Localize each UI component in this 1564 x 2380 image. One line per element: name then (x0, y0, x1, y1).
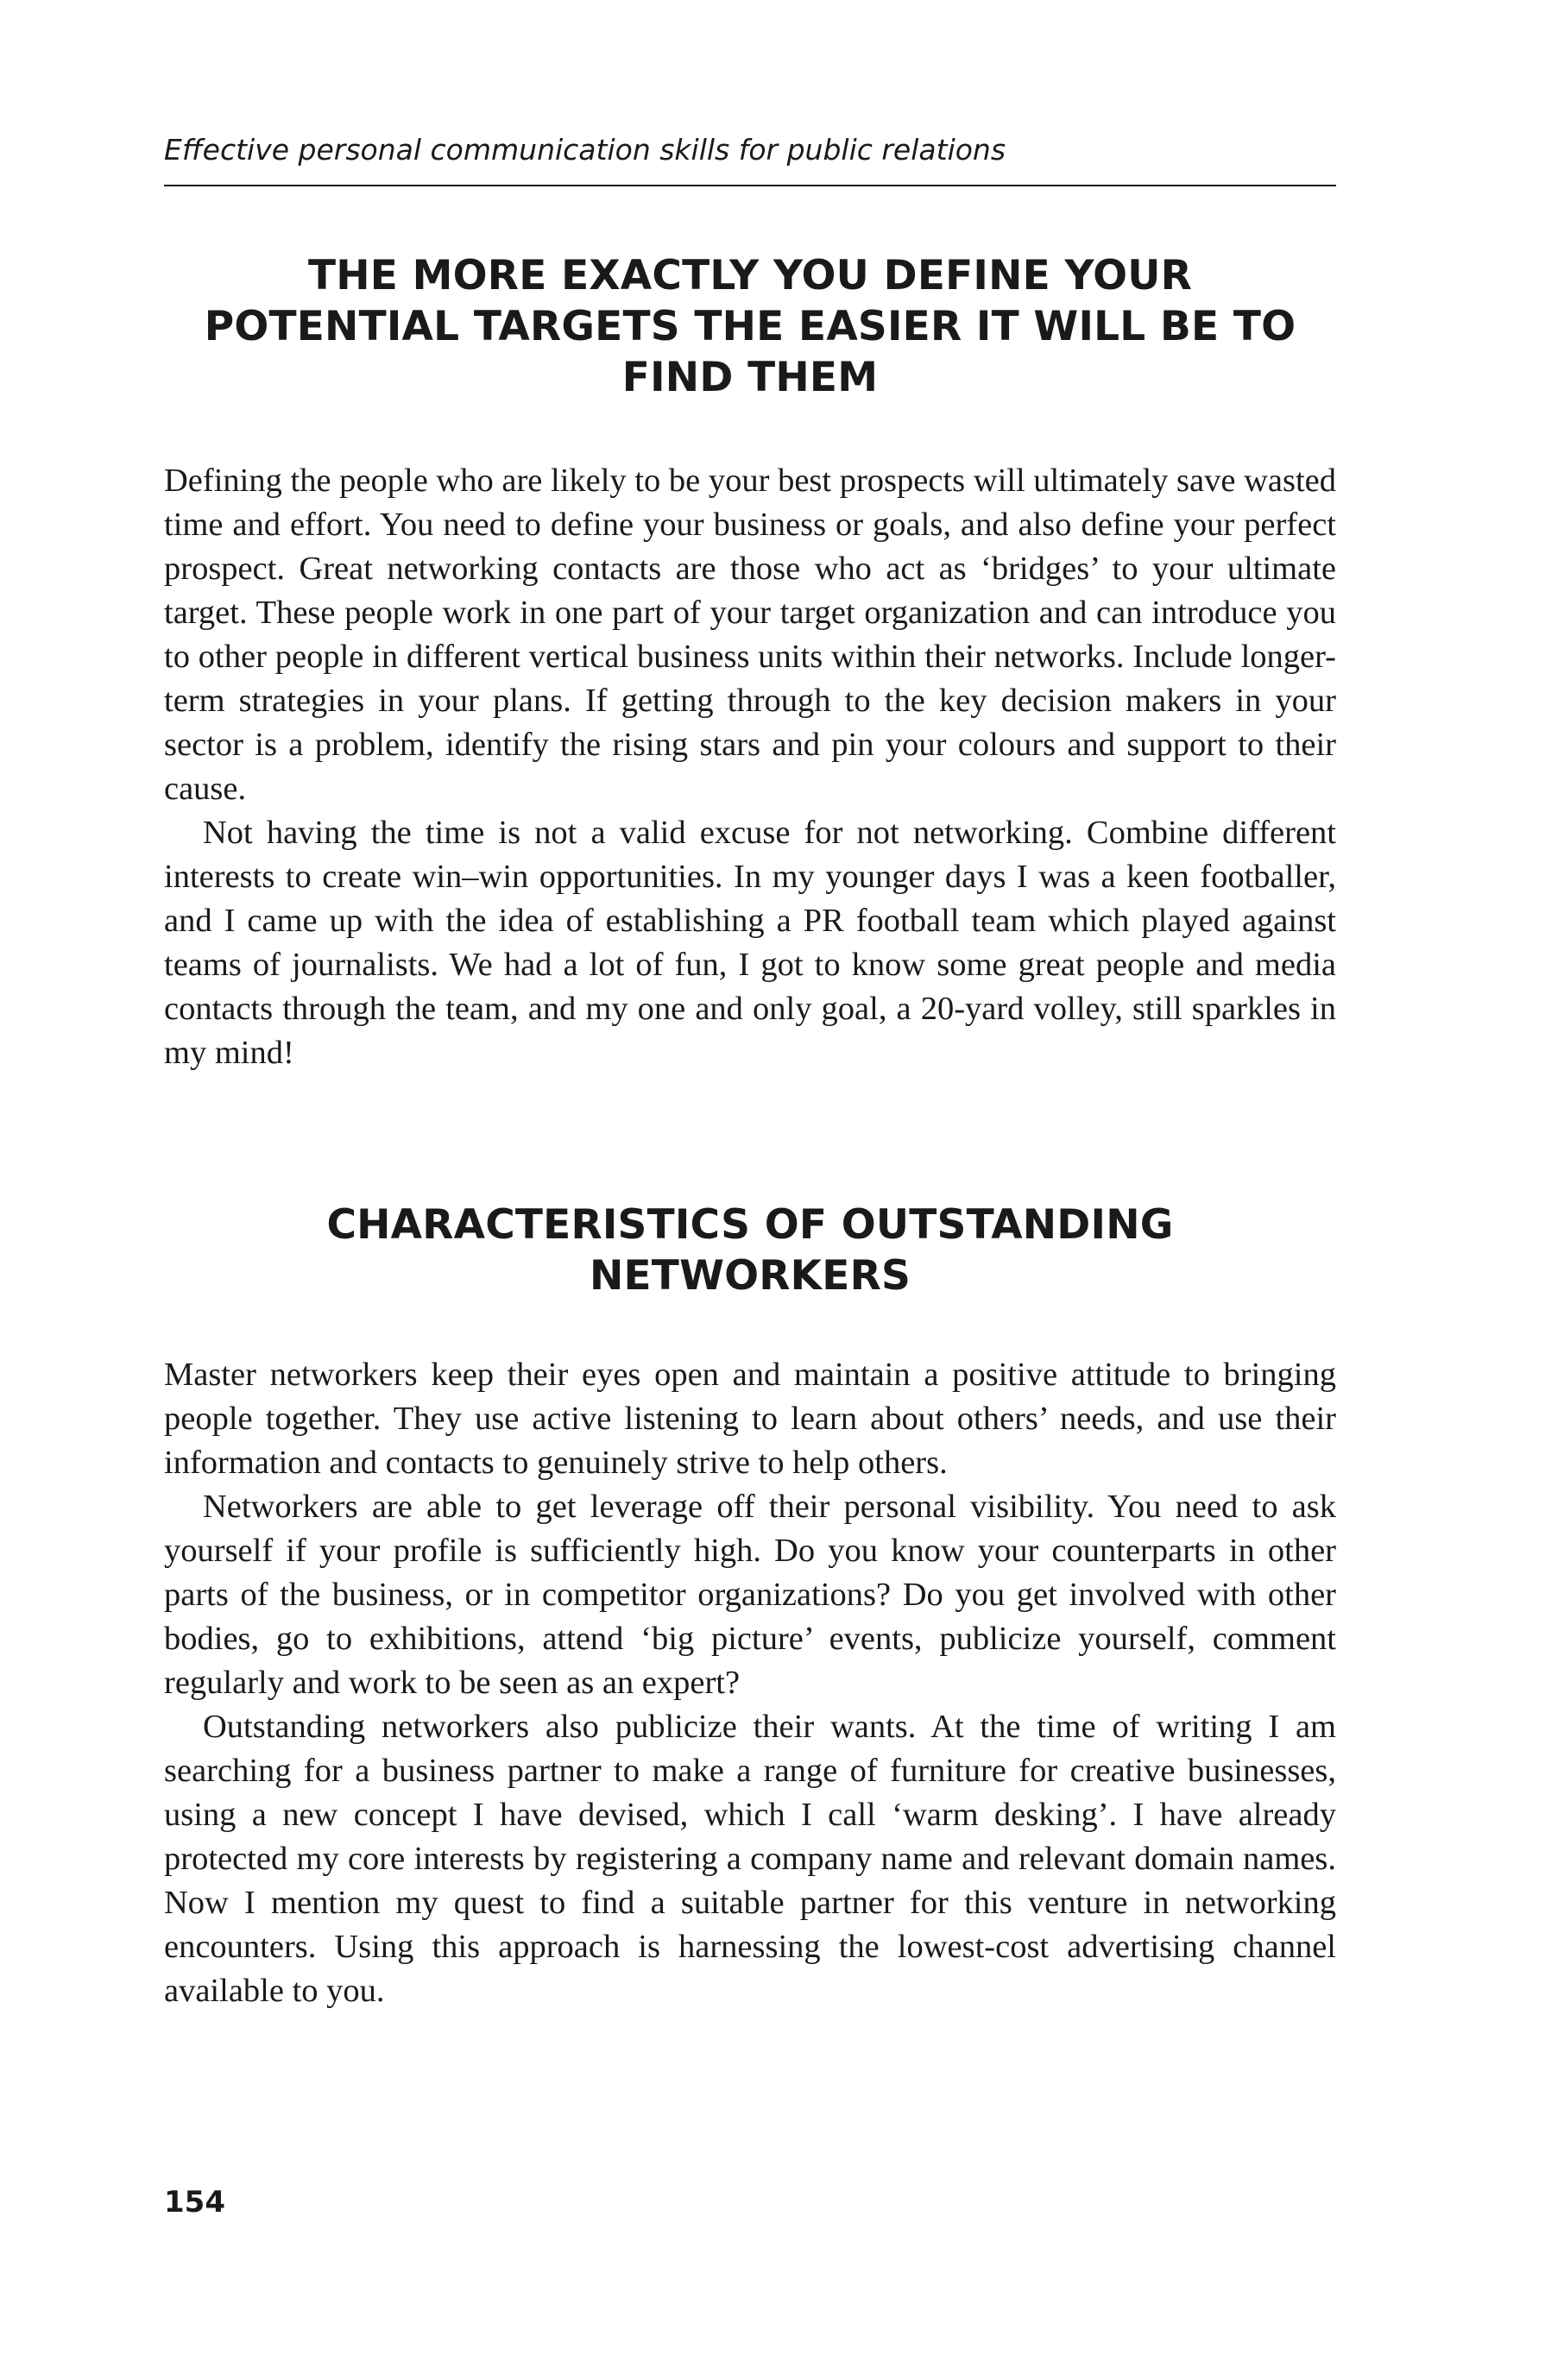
page-number: 154 (164, 2185, 225, 2219)
body-paragraph: Networkers are able to get leverage off their personal visibility. You need to ask yourself if your profile is sufficiently high. Do you know your counterparts in other parts of the business, or in competitor organizations? Do you get involved with other bodies, go to exhibitions, attend ‘big picture’ events, publicize yourself, comment regularly and work to be seen as an expert? (164, 1489, 1336, 1701)
section-heading-characteristics (164, 1199, 1336, 1301)
running-header: Effective personal communication skills for public relations (164, 131, 1336, 186)
heading-line: NETWORKERS (589, 1252, 911, 1300)
heading-line: CHARACTERISTICS OF OUTSTANDING (326, 1201, 1174, 1249)
body-paragraph: Outstanding networkers also publicize their wants. At the time of writing I am searching for a business partner to make a range of furniture for creative businesses, using a new concept I have devised, which I call ‘warm desking’. I have already protected my core interests by registering a company name and relevant domain names. Now I mention my quest to find a suitable partner for this venture in networking encounters. Using this approach is harnessing the lowest-cost advertising channel available to you. (164, 1709, 1336, 2009)
heading-line: THE MORE EXACTLY YOU DEFINE YOUR (308, 252, 1192, 299)
body-paragraph: Defining the people who are likely to be your best prospects will ultimately save wasted time and effort. You need to define your business or goals, and also define your perfect prospect. Great networking contacts are those who act as ‘bridges’ to your ultimate target. These people work in one part of your target organization and can introduce you to other people in different vertical business units within their networks. Include longer-term strategies in your plans. If getting through to the key decision makers in your sector is a problem, identify the rising stars and pin your colours and support to their cause. (164, 463, 1336, 807)
heading-line: FIND THEM (621, 354, 879, 401)
section-body-characteristics (164, 1353, 1336, 2013)
section-heading-targets (164, 250, 1336, 403)
section-body-targets (164, 459, 1336, 1075)
body-paragraph: Not having the time is not a valid excuse for not networking. Combine different interests to create win–win opportunities. In my younger days I was a keen footballer, and I came up with the idea of establishing a PR football team which played against teams of journalists. We had a lot of fun, I got to know some great people and media contacts through the team, and my one and only goal, a 20-yard volley, still sparkles in my mind! (164, 815, 1336, 1071)
heading-line: POTENTIAL TARGETS THE EASIER IT WILL BE TO (204, 303, 1296, 350)
body-paragraph: Master networkers keep their eyes open and maintain a positive attitude to bringing people together. They use active listening to learn about others’ needs, and use their information and contacts to genuinely strive to help others. (164, 1357, 1336, 1481)
